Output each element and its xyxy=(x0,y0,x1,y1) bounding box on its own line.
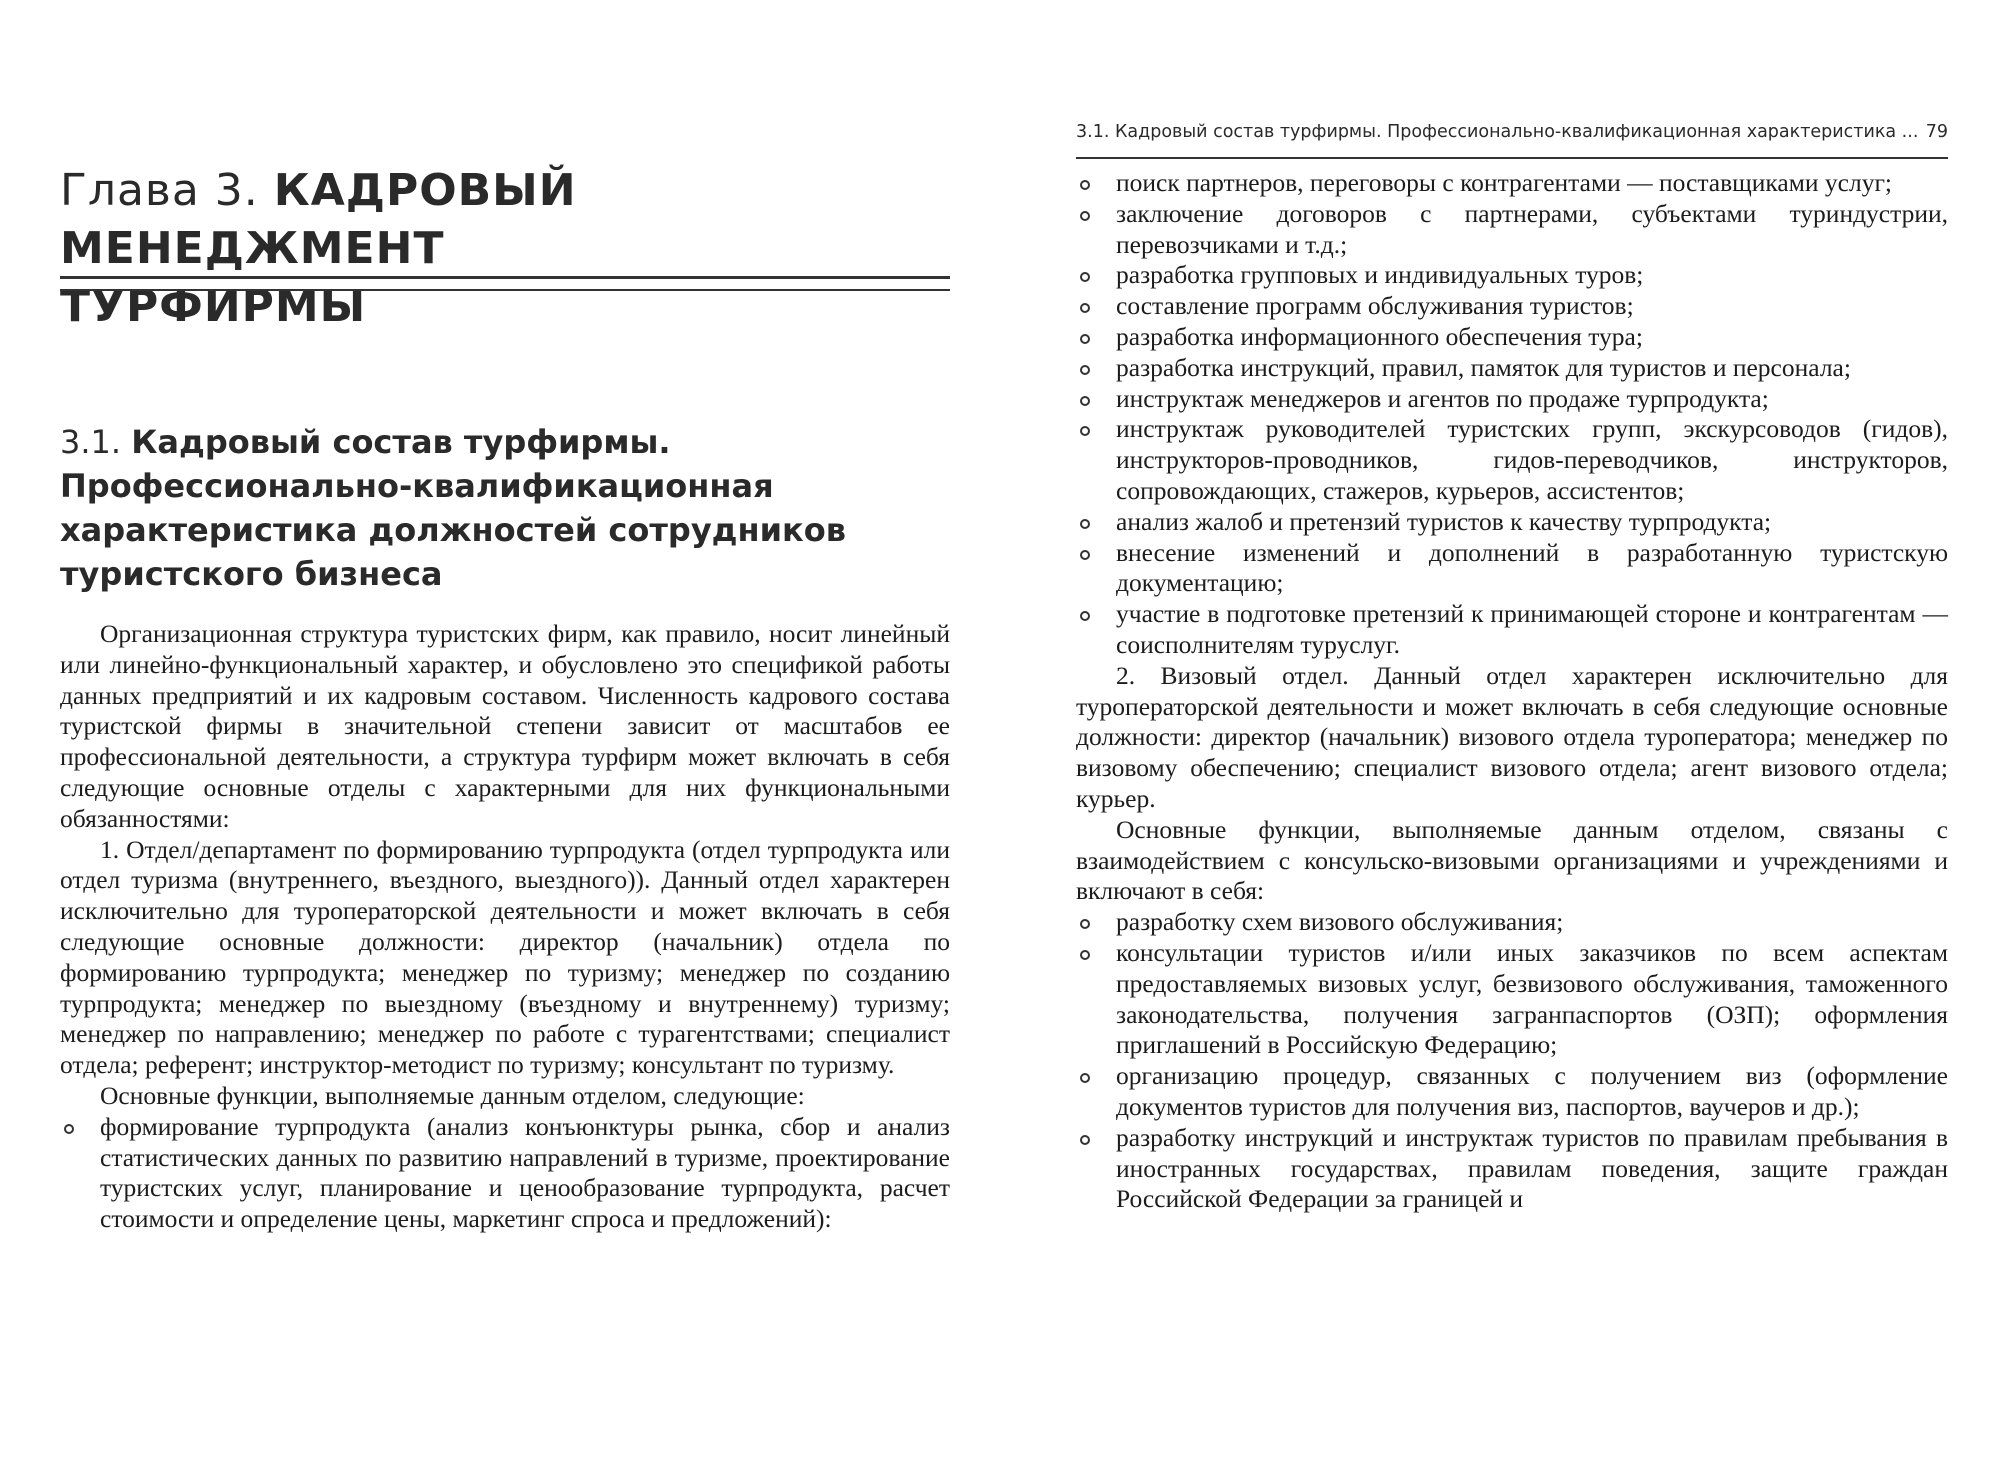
list-item xyxy=(1076,599,1948,661)
list-item-text: анализ жалоб и претензий туристов к качеству турпродукта; xyxy=(1116,506,1772,536)
list-item-text: участие в подготовке претензий к принимающей стороне и контрагентам — соисполнителям туруслуг. xyxy=(1116,599,1948,659)
section-title-line2: Профессионально-квалификационная xyxy=(60,467,774,505)
paragraph: 2. Визовый отдел. Данный отдел характерен исключительно для туроператорской деятельности и может включать в себя следующие основные должности: директор (начальник) визового отдела туроператора; менеджер по визовому обеспечению; специалист визового отдела; агент визового отдела; курьер. xyxy=(1076,660,1948,813)
bullet-icon xyxy=(1080,611,1090,621)
bullet-icon xyxy=(1080,303,1090,313)
bullet-icon xyxy=(1080,211,1090,221)
header-rule xyxy=(1076,157,1948,159)
bullet-icon xyxy=(1080,272,1090,282)
left-body-text xyxy=(60,619,950,1235)
list-item-text: инструктаж руководителей туристских групп, экскурсоводов (гидов), инструкторов-проводников, гидов-переводчиков, инструкторов, сопровождающих, стажеров, курьеров, ассистентов; xyxy=(1116,414,1948,505)
section-title-line3: характеристика должностей сотрудников xyxy=(60,511,846,549)
list-item-text: поиск партнеров, переговоры с контрагентами — поставщиками услуг; xyxy=(1116,168,1892,197)
bullet-icon xyxy=(1080,950,1090,960)
bullet-icon xyxy=(1080,919,1090,929)
bullet-icon xyxy=(1080,1073,1090,1083)
list-item xyxy=(1076,260,1948,291)
bullet-icon xyxy=(1080,365,1090,375)
paragraph: Основные функции, выполняемые данным отделом, следующие: xyxy=(100,1080,805,1110)
list-item-text: разработка информационного обеспечения тура; xyxy=(1116,321,1643,351)
left-page xyxy=(60,0,950,1480)
right-body-text xyxy=(1076,168,1948,1215)
bullet-icon xyxy=(64,1124,74,1134)
bullet-list xyxy=(1076,168,1948,661)
running-header xyxy=(1076,122,1948,142)
list-item xyxy=(1076,907,1948,938)
list-item xyxy=(1076,322,1948,353)
list-item xyxy=(1076,291,1948,322)
list-item xyxy=(1076,414,1948,506)
list-item-text: разработку схем визового обслуживания; xyxy=(1116,907,1564,937)
list-item-text: заключение договоров с партнерами, субъектами туриндустрии, перевозчиками и т.д.; xyxy=(1116,198,1948,259)
list-item xyxy=(1076,353,1948,384)
bullet-icon xyxy=(1080,334,1090,344)
list-item xyxy=(1076,1061,1948,1123)
bullet-icon xyxy=(1080,396,1090,406)
bullet-icon xyxy=(1080,1135,1090,1145)
paragraph: 1. Отдел/департамент по формированию турпродукта (отдел турпродукта или отдел туризма (внутреннего, въездного, выездного)). Данный отдел характерен исключительно для туроператорской деятельности и может включать в себя следующие основные должности: директор (начальник) отдела по формированию турпродукта; менеджер по туризму; менеджер по созданию турпродукта; менеджер по выездному (въездному и внутреннему) туризму; менеджер по направлению; менеджер по работе с турагентствами; специалист отдела; референт; инструктор-методист по туризму; консультант по туризму. xyxy=(60,834,950,1080)
paragraph: Организационная структура туристских фирм, как правило, носит линейный или линейно-функциональный характер, и обусловлено это спецификой работы данных предприятий и их кадровым составом. Численность кадрового состава туристской фирмы в значительной степени зависит от масштабов ее профессиональной деятельности, а структура турфирм может включать в себя следующие основные отделы с характерными для них функциональными обязанностями: xyxy=(60,619,950,833)
running-header-text: 3.1. Кадровый состав турфирмы. Профессионально-квалификационная характеристика ... xyxy=(1076,122,1919,142)
list-item-text: разработка групповых и индивидуальных туров; xyxy=(1116,260,1644,290)
chapter-rule xyxy=(60,276,950,291)
list-item xyxy=(1076,1123,1948,1215)
list-item-text: консультации туристов и/или иных заказчиков по всем аспектам предоставляемых визовых услуг, безвизового обслуживания, таможенного законодательства, получения загранпаспортов (ОЗП); оформления приглашений в Российскую Федерацию; xyxy=(1116,937,1948,1060)
list-item xyxy=(1076,168,1948,199)
list-item-text: формирование турпродукта (анализ конъюнктуры рынка, сбор и анализ статистических данных по развитию направлений в туризме, проектирование туристских услуг, планирование и ценообразование турпродукта, расчет стоимости и определение цены, маркетинг спроса и предложений): xyxy=(100,1111,950,1234)
bullet-list xyxy=(1076,907,1948,1215)
section-title-line1: Кадровый состав турфирмы. xyxy=(131,423,671,461)
list-item xyxy=(60,1112,950,1235)
chapter-title xyxy=(60,162,950,336)
list-item-text: составление программ обслуживания туристов; xyxy=(1116,291,1634,321)
paragraph: Основные функции, выполняемые данным отделом, связаны с взаимодействием с консульско-визовыми организациями и учреждениями и включают в себя: xyxy=(1076,814,1948,906)
list-item xyxy=(1076,384,1948,415)
chapter-title-line1: КАДРОВЫЙ МЕНЕДЖМЕНТ xyxy=(60,165,577,274)
list-item-text: внесение изменений и дополнений в разработанную туристскую документацию; xyxy=(1116,537,1948,598)
bullet-list xyxy=(60,1112,950,1235)
list-item xyxy=(1076,507,1948,538)
section-number: 3.1. xyxy=(60,423,122,461)
page-number: 79 xyxy=(1925,122,1948,142)
list-item xyxy=(1076,199,1948,261)
bullet-icon xyxy=(1080,180,1090,190)
list-item-text: организацию процедур, связанных с получением виз (оформление документов туристов для получения виз, паспортов, ваучеров и др.); xyxy=(1116,1061,1948,1121)
bullet-icon xyxy=(1080,519,1090,529)
right-page xyxy=(1076,0,1948,1480)
list-item-text: разработка инструкций, правил, памяток для туристов и персонала; xyxy=(1116,352,1851,382)
list-item-text: инструктаж менеджеров и агентов по продаже турпродукта; xyxy=(1116,383,1769,413)
section-title xyxy=(60,420,950,596)
bullet-icon xyxy=(1080,426,1090,436)
list-item xyxy=(1076,538,1948,600)
chapter-prefix: Глава 3. xyxy=(60,165,259,216)
section-title-line4: туристского бизнеса xyxy=(60,555,443,593)
bullet-icon xyxy=(1080,550,1090,560)
chapter-title-line2: ТУРФИРМЫ xyxy=(60,281,367,332)
list-item xyxy=(1076,938,1948,1061)
list-item-text: разработку инструкций и инструктаж туристов по правилам пребывания в иностранных государствах, правилам поведения, защите граждан Российской Федерации за границей и xyxy=(1116,1122,1948,1214)
